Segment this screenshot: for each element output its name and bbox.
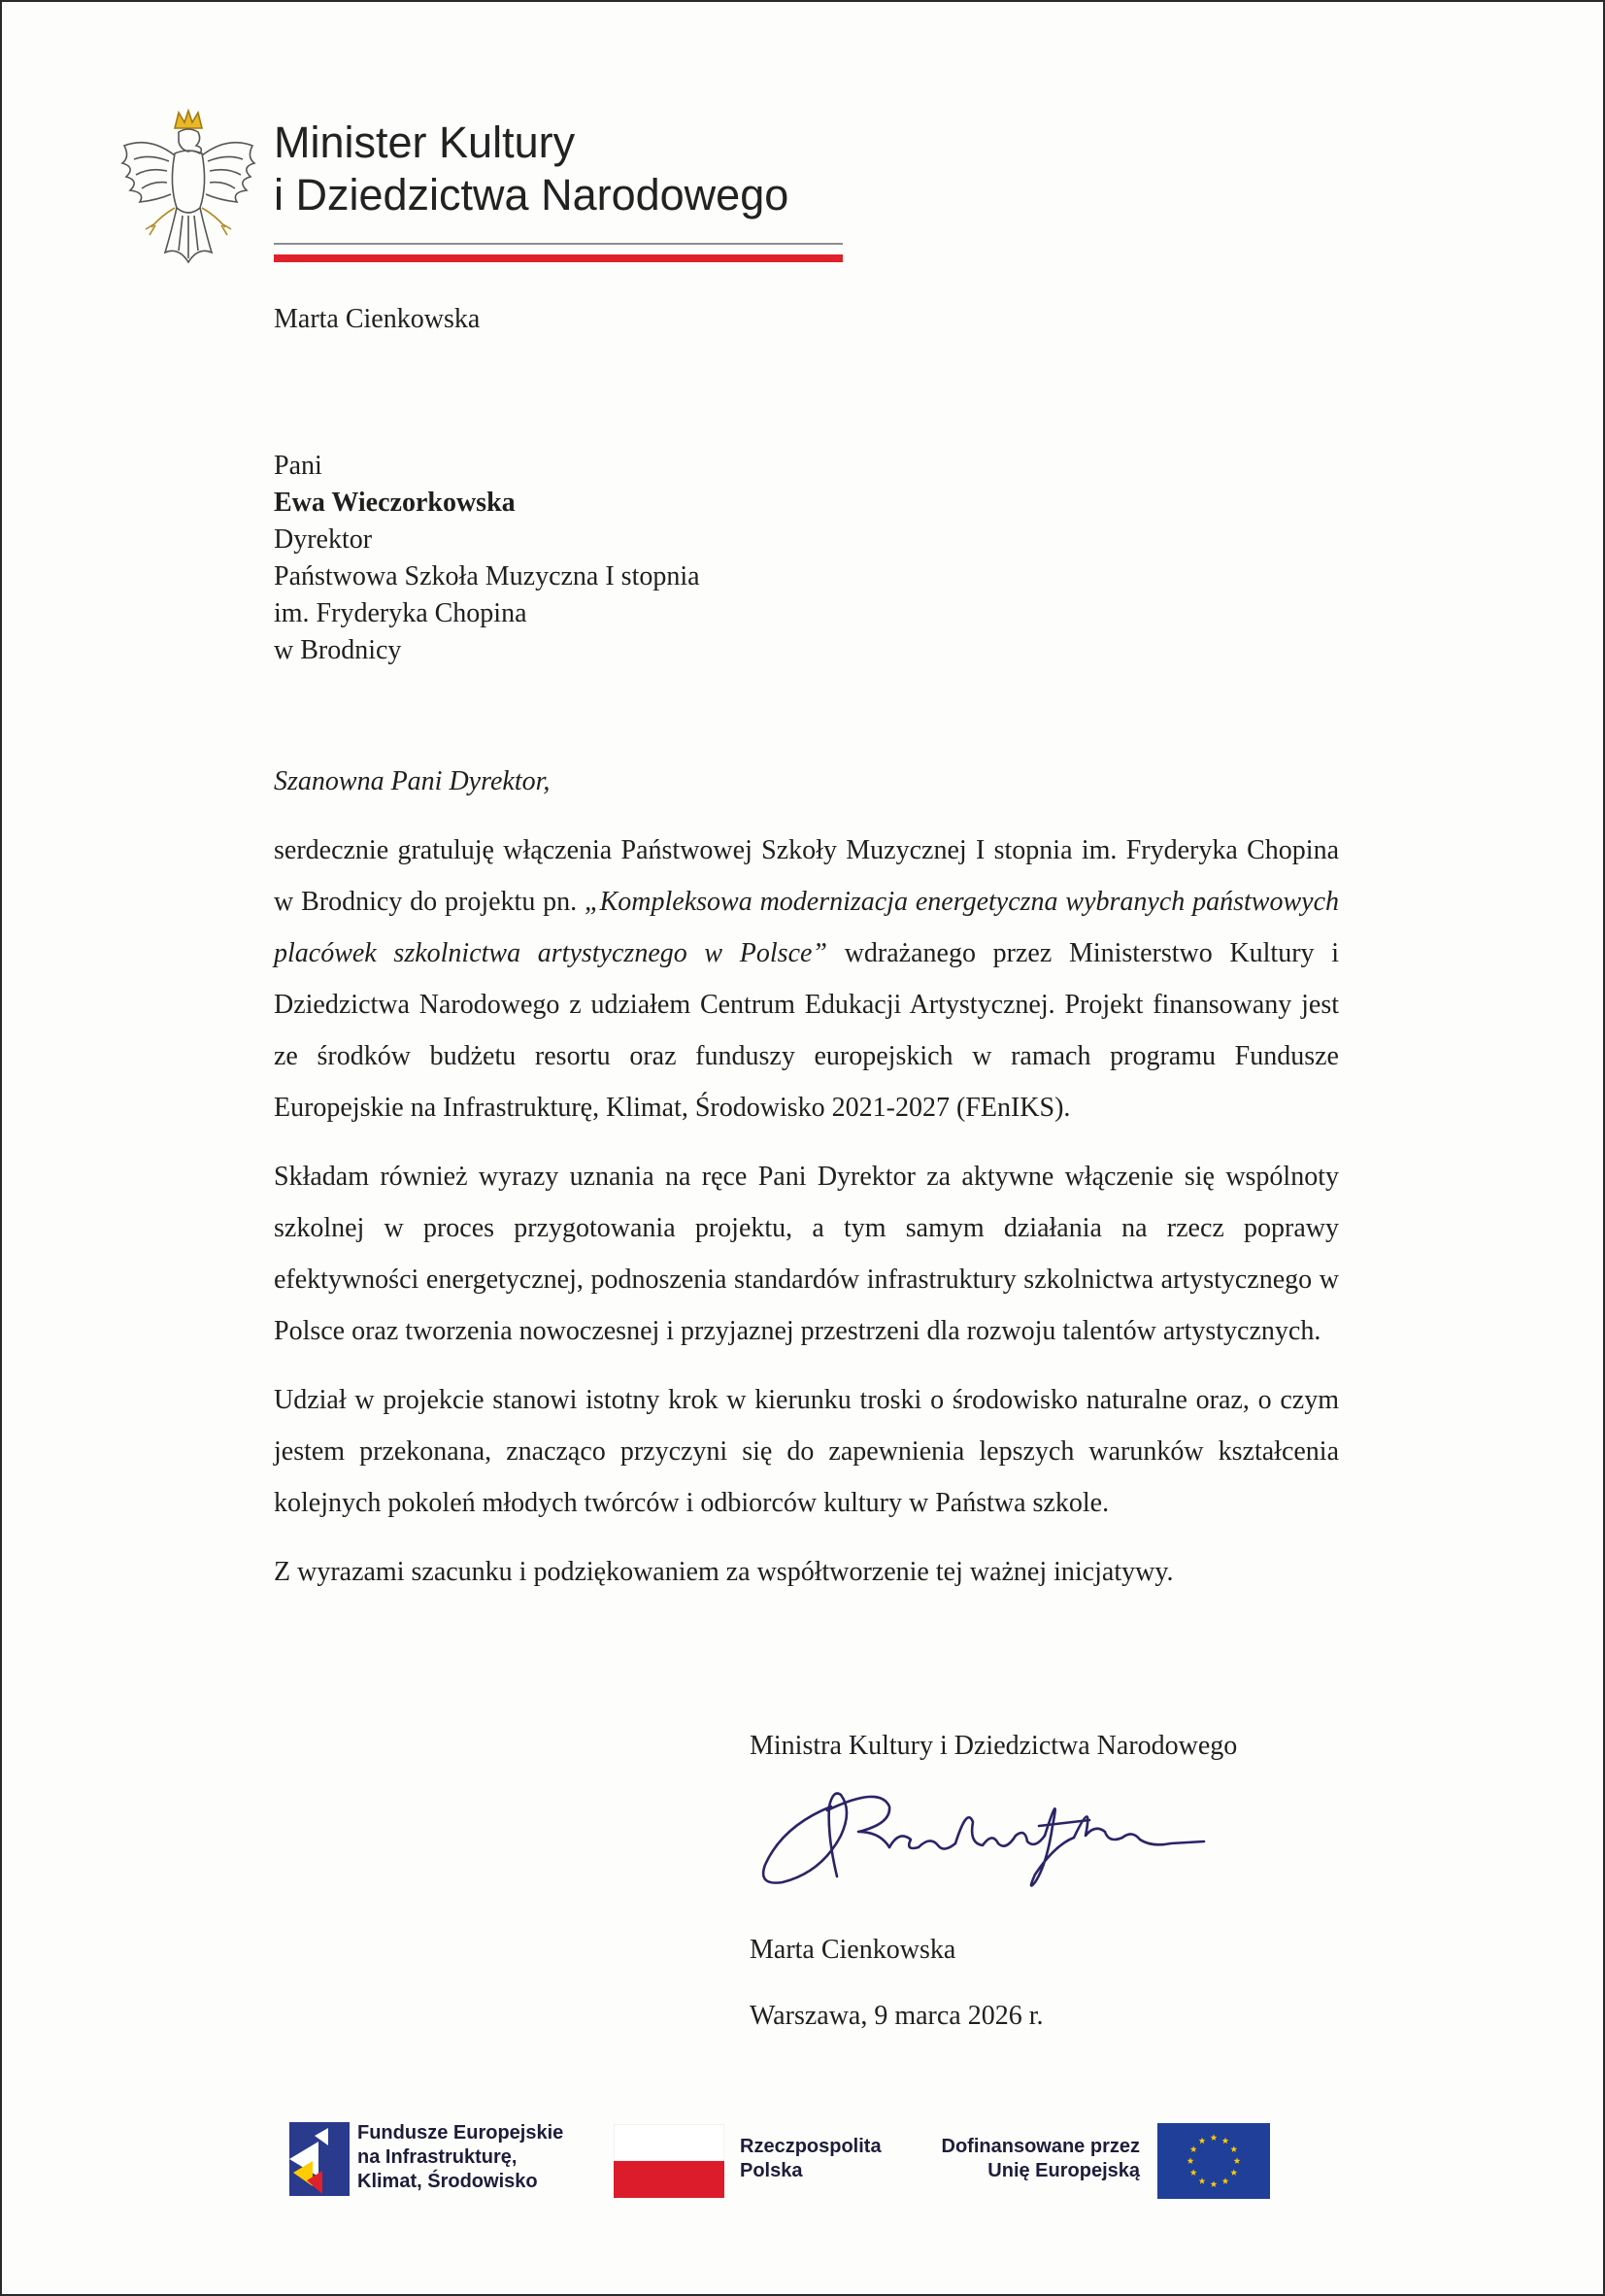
header-divider — [274, 243, 843, 245]
body-paragraph-4: Z wyrazami szacunku i podziękowaniem za współtworzenie tej ważnej inicjatywy. — [274, 1557, 1174, 1587]
recipient-institution-line3: w Brodnicy — [274, 635, 402, 665]
polish-flag-icon — [614, 2124, 724, 2198]
republic-of-poland-caption — [740, 2135, 882, 2183]
eu-line1: Dofinansowane przez — [941, 2136, 1140, 2157]
handwritten-signature-icon — [744, 1768, 1249, 1904]
recipient-address — [274, 448, 700, 669]
recipient-institution-line1: Państwowa Szkoła Muzyczna I stopnia — [274, 561, 700, 591]
signatory-title: Ministra Kultury i Dziedzictwa Narodowego — [750, 1731, 1238, 1761]
institution-title-line2: i Dziedzictwa Narodowego — [274, 170, 789, 219]
body-paragraph-2: Składam również wyrazy uznania na ręce Pani Dyrektor za aktywne włączenie się wspólnoty szkolnej w proces przygotowania projektu, a tym samym działania na rzecz poprawy efektywności energetycznej, podnoszenia standardów infrastruktury szkolnictwa artystycznego w Polsce oraz tworzenia nowoczesnej i przyjaznej przestrzeni dla rozwoju talentów artystycznych. — [274, 1162, 1339, 1346]
republic-line1: Rzeczpospolita — [740, 2136, 882, 2157]
letter-body — [274, 825, 1339, 1615]
project-name: „Kompleksowa modernizacja energetyczna wybranych państwowych placówek szkolnictwa artystycznego w Polsce” — [274, 887, 1339, 968]
body-paragraph-3: Udział w projekcie stanowi istotny krok w kierunku troski o środowisko naturalne oraz, o czym jestem przekonana, znacząco przyczyni się do zapewnienia lepszych warunków kształcenia kolejnych pokoleń młodych twórców i odbiorców kultury w Państwa szkole. — [274, 1385, 1339, 1518]
institution-title — [274, 117, 856, 221]
place-date: Warszawa, 9 marca 2026 r. — [750, 2001, 1044, 2031]
body-paragraph-1 — [274, 825, 1339, 1133]
european-funds-line3: Klimat, Środowisko — [357, 2171, 538, 2192]
republic-line2: Polska — [740, 2160, 803, 2181]
eu-cofinanced-caption — [924, 2135, 1140, 2183]
european-funds-logo-icon — [289, 2122, 350, 2196]
european-funds-caption — [357, 2121, 563, 2194]
european-funds-line2: na Infrastrukturę, — [357, 2146, 518, 2168]
recipient-name: Ewa Wieczorkowska — [274, 488, 516, 518]
european-funds-line1: Fundusze Europejskie — [357, 2122, 564, 2144]
body-paragraph-1-end: wdrażanego przez Ministerstwo Kultury i Dziedzictwa Narodowego z udziałem Centrum Edukacji Artystycznej. Projekt finansowany jest ze środków budżetu resortu oraz funduszy europejskich w ramach programu Fundusze Europejskie na Infrastrukturę, Klimat, Środowisko 2021-2027 (FEnIKS). — [274, 938, 1339, 1123]
eu-line2: Unię Europejską — [987, 2160, 1140, 2181]
polish-eagle-emblem-icon — [111, 107, 266, 272]
body-paragraph-1-start: serdecznie gratuluję włączenia Państwowej Szkoły Muzycznej I stopnia im. Fryderyka Chopina w Brodnicy do projektu pn. — [274, 835, 1339, 917]
institution-title-line1: Minister Kultury — [274, 118, 576, 167]
recipient-honorific: Pani — [274, 451, 322, 481]
eu-flag-icon — [1157, 2123, 1270, 2199]
salutation: Szanowna Pani Dyrektor, — [274, 766, 551, 796]
recipient-institution-line2: im. Fryderyka Chopina — [274, 598, 527, 628]
header-red-bar — [274, 254, 843, 262]
recipient-position: Dyrektor — [274, 524, 373, 555]
sender-name: Marta Cienkowska — [274, 304, 481, 334]
signatory-name: Marta Cienkowska — [750, 1935, 956, 1965]
